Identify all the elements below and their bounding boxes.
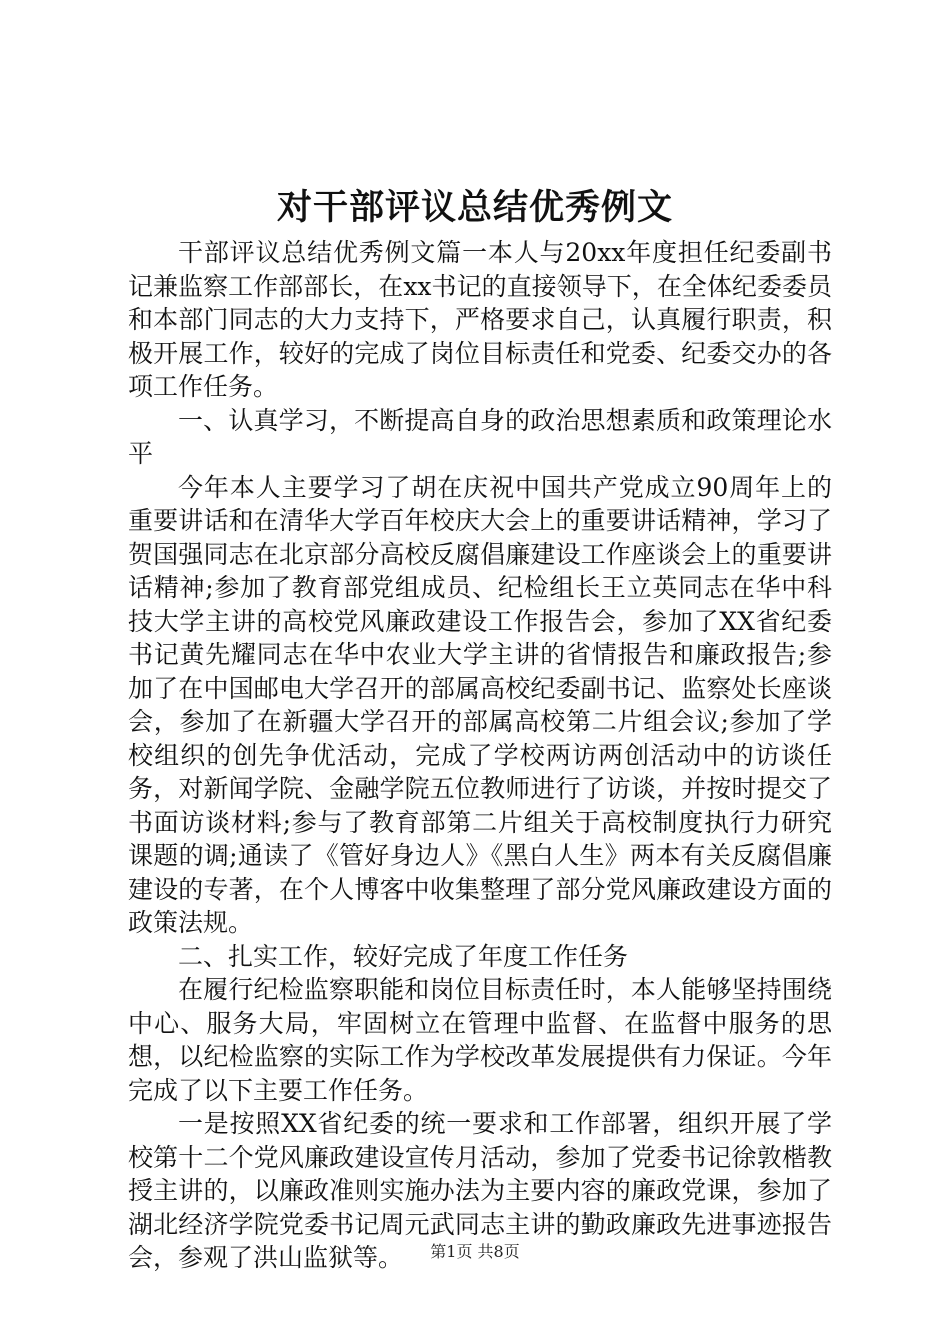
document-title: 对干部评议总结优秀例文: [276, 187, 673, 228]
document-body: [128, 236, 832, 1275]
paragraph-task-1: 一是按照XX省纪委的统一要求和工作部署，组织开展了学校第十二个党风廉政建设宣传月活动，参加了党委书记徐敦楷教授主讲的，以廉政准则实施办法为主要内容的廉政党课，参加了湖北经济学院党委书记周元武同志主讲的勤政廉政先进事迹报告会，参观了洪山监狱等。: [128, 1109, 832, 1272]
paragraph-work: 在履行纪检监察职能和岗位目标责任时，本人能够坚持围绕中心、服务大局，牢固树立在管理中监督、在监督中服务的思想，以纪检监察的实际工作为学校改革发展提供有力保证。今年完成了以下主要工作任务。: [128, 975, 832, 1105]
section-heading-1: 一、认真学习，不断提高自身的政治思想素质和政策理论水平: [128, 405, 832, 468]
paragraph-intro: 干部评议总结优秀例文篇一本人与20xx年度担任纪委副书记兼监察工作部部长，在xx书记的直接领导下，在全体纪委委员和本部门同志的大力支持下，严格要求自己，认真履行职责，积极开展工作，较好的完成了岗位目标责任和党委、纪委交办的各项工作任务。: [128, 238, 832, 401]
page-number-footer: 第1页 共8页: [430, 1242, 520, 1261]
paragraph-study: 今年本人主要学习了胡在庆祝中国共产党成立90周年上的重要讲话和在清华大学百年校庆大会上的重要讲话精神，学习了贺国强同志在北京部分高校反腐倡廉建设工作座谈会上的重要讲话精神;参加了教育部党组成员、纪检组长王立英同志在华中科技大学主讲的高校党风廉政建设工作报告会，参加了XX省纪委书记黄先耀同志在华中农业大学主讲的省情报告和廉政报告;参加了在中国邮电大学召开的部属高校纪委副书记、监察处长座谈会，参加了在新疆大学召开的部属高校第二片组会议;参加了学校组织的创先争优活动，完成了学校两访两创活动中的访谈任务，对新闻学院、金融学院五位教师进行了访谈，并按时提交了书面访谈材料;参与了教育部第二片组关于高校制度执行力研究课题的调;通读了《管好身边人》《黑白人生》两本有关反腐倡廉建设的专著，在个人博客中收集整理了部分党风廉政建设方面的政策法规。: [128, 472, 832, 937]
section-heading-2: 二、扎实工作，较好完成了年度工作任务: [178, 941, 629, 971]
